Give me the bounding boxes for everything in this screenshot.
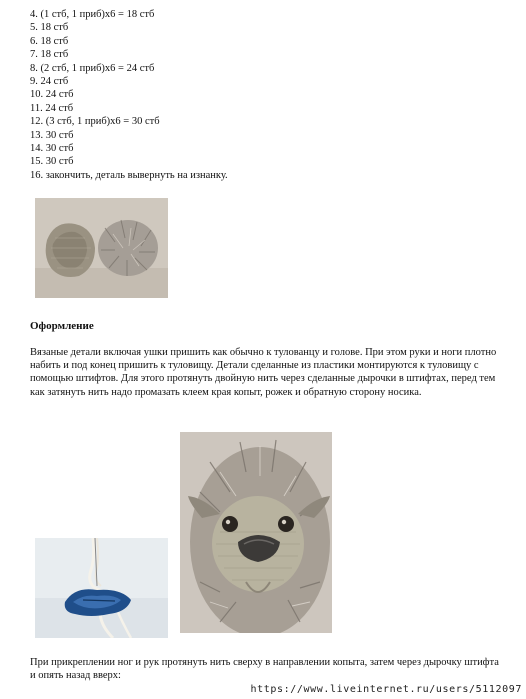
pattern-row: 7. 18 стб <box>30 49 69 61</box>
hoof-thread-photo <box>35 538 168 638</box>
finished-goat-head-photo <box>180 432 332 633</box>
pattern-row: 5. 18 стб <box>30 22 69 34</box>
pattern-row: 11. 24 стб <box>30 102 74 114</box>
pattern-rows-list <box>30 8 228 182</box>
pattern-row: 14. 30 стб <box>30 143 74 155</box>
pattern-row: 9. 24 стб <box>30 76 69 88</box>
pattern-row: 10. 24 стб <box>30 89 74 101</box>
pattern-row: 4. (1 стб, 1 приб)х6 = 18 стб <box>30 9 155 20</box>
pattern-row: 8. (2 стб, 1 приб)х6 = 24 стб <box>30 62 155 74</box>
pattern-row: 12. (3 стб, 1 приб)х6 = 30 стб <box>30 116 160 128</box>
crochet-head-and-fur-photo <box>35 198 168 298</box>
section-heading: Оформление <box>30 320 94 332</box>
pattern-row: 13. 30 стб <box>30 129 74 141</box>
pattern-row: 6. 18 стб <box>30 35 69 47</box>
paragraph-attach-limbs: При прикреплении ног и рук протянуть нить сверху в направлении копыта, затем через дырочку штифта и опять назад вверх: <box>30 657 499 682</box>
source-url: https://www.liveinternet.ru/users/5112097 <box>250 684 522 695</box>
paragraph-assembly: Вязаные детали включая ушки пришить как обычно к тулованцу и голове. При этом руки и ноги плотно набить и под конец пришить к туловищу. Детали сделанные из пластики монтируются к туловищу с помощью штифтов. Для этого протянуть двойную нить через сделанные дырочки в штифтах, перед тем как затянуть нить надо промазать клеем края копыт, рожек и обратную сторону носика. <box>30 347 497 398</box>
pattern-row: 15. 30 стб <box>30 156 74 168</box>
pattern-row: 16. закончить, деталь вывернуть на изнанку. <box>30 169 228 181</box>
